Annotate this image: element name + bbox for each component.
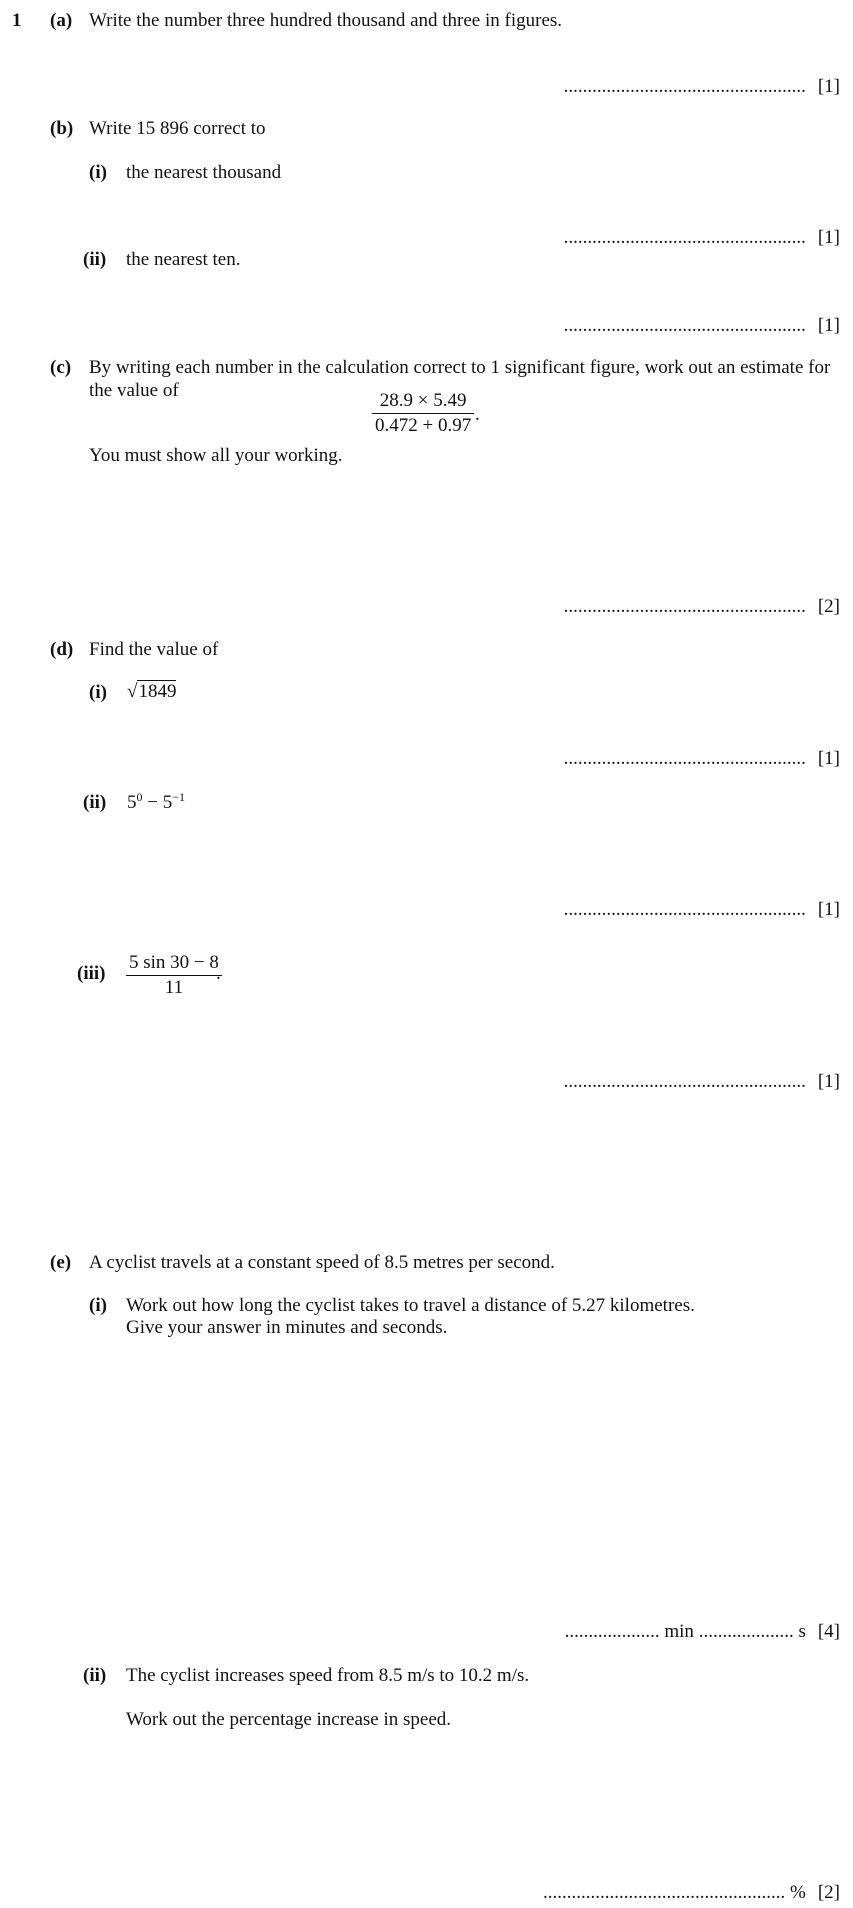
part-d-ii-label: (ii): [83, 792, 107, 813]
unit-percent: %: [790, 1882, 806, 1903]
part-b-i-label: (i): [89, 162, 107, 183]
base: 5: [127, 792, 137, 813]
answer-dots-seconds: ....................: [698, 1621, 794, 1642]
fraction-denominator: 11: [164, 977, 184, 998]
unit-seconds: s: [798, 1621, 806, 1642]
marks: [1]: [817, 76, 840, 97]
part-d-ii-answer-line[interactable]: [564, 899, 840, 921]
part-d-i-label: (i): [89, 682, 107, 703]
answer-dots: ...................................................: [563, 315, 806, 336]
part-d-question: Find the value of: [89, 639, 219, 660]
part-b-label: (b): [50, 118, 74, 139]
part-d-label: (d): [50, 639, 74, 660]
part-b-ii-label: (ii): [83, 249, 107, 270]
marks: [1]: [817, 227, 840, 248]
part-d-iii-full-stop: .: [216, 963, 221, 984]
part-e-ii-line1: The cyclist increases speed from 8.5 m/s to 10.2 m/s.: [126, 1665, 530, 1686]
part-c-line1: By writing each number in the calculation correct to 1 significant figure, work out an estimate for: [89, 357, 831, 378]
part-c-working-note: You must show all your working.: [89, 445, 343, 466]
part-d-i-expression: [127, 681, 176, 703]
minus-sign: −: [142, 792, 163, 813]
answer-dots: ...................................................: [563, 596, 806, 617]
part-c-label: (c): [50, 357, 72, 378]
part-e-i-line2: Give your answer in minutes and seconds.: [126, 1317, 448, 1338]
part-d-iii-answer-line[interactable]: [564, 1071, 840, 1093]
marks: [2]: [817, 596, 840, 617]
marks: [1]: [817, 315, 840, 336]
unit-minutes: min: [664, 1621, 694, 1642]
answer-dots: ...................................................: [563, 227, 806, 248]
part-e-i-answer-line[interactable]: [565, 1621, 840, 1643]
part-a-label: (a): [50, 10, 73, 31]
answer-dots: ...................................................: [563, 76, 806, 97]
answer-dots: ...................................................: [563, 748, 806, 769]
part-b-ii-text: the nearest ten.: [126, 249, 241, 270]
part-c-fraction: [372, 390, 474, 437]
part-e-question: A cyclist travels at a constant speed of 8.5 metres per second.: [89, 1252, 555, 1273]
part-c-full-stop: .: [475, 404, 480, 425]
part-b-ii-answer-line[interactable]: [564, 315, 840, 337]
part-b-i-text: the nearest thousand: [126, 162, 282, 183]
part-b-i-answer-line[interactable]: [564, 227, 840, 249]
answer-dots: ...................................................: [563, 1071, 806, 1092]
answer-dots: ...................................................: [563, 899, 806, 920]
answer-dots: ...................................................: [543, 1882, 786, 1903]
part-e-ii-label: (ii): [83, 1665, 107, 1686]
fraction-denominator: 0.472 + 0.97: [375, 415, 472, 436]
part-c-line2: the value of: [89, 380, 179, 401]
part-d-iii-fraction: [126, 952, 222, 999]
exponent: 0: [136, 790, 143, 804]
part-e-i-line1: Work out how long the cyclist takes to travel a distance of 5.27 kilometres.: [126, 1295, 695, 1316]
part-b-question: Write 15 896 correct to: [89, 118, 266, 139]
part-e-ii-line2: Work out the percentage increase in speed.: [126, 1709, 452, 1730]
marks: [2]: [817, 1882, 840, 1903]
part-d-iii-label: (iii): [77, 963, 106, 984]
fraction-numerator: 28.9 × 5.49: [372, 390, 474, 414]
square-root-sign: √: [127, 681, 138, 702]
part-c-answer-line[interactable]: [564, 596, 840, 618]
question-number: 1: [12, 10, 22, 31]
part-d-ii-expression: [127, 792, 185, 814]
part-e-i-label: (i): [89, 1295, 107, 1316]
marks: [1]: [817, 1071, 840, 1092]
part-d-i-answer-line[interactable]: [564, 748, 840, 770]
marks: [1]: [817, 748, 840, 769]
fraction-numerator: 5 sin 30 − 8: [126, 952, 222, 976]
part-a-question: Write the number three hundred thousand and three in figures.: [89, 10, 563, 31]
part-e-ii-answer-line[interactable]: [543, 1882, 840, 1904]
marks: [4]: [817, 1621, 840, 1642]
part-a-answer-line[interactable]: [564, 76, 840, 98]
marks: [1]: [817, 899, 840, 920]
base: 5: [162, 792, 173, 813]
answer-dots-minutes: ....................: [564, 1621, 660, 1642]
exponent: −1: [172, 790, 185, 804]
radicand: 1849: [138, 681, 177, 702]
part-e-label: (e): [50, 1252, 72, 1273]
